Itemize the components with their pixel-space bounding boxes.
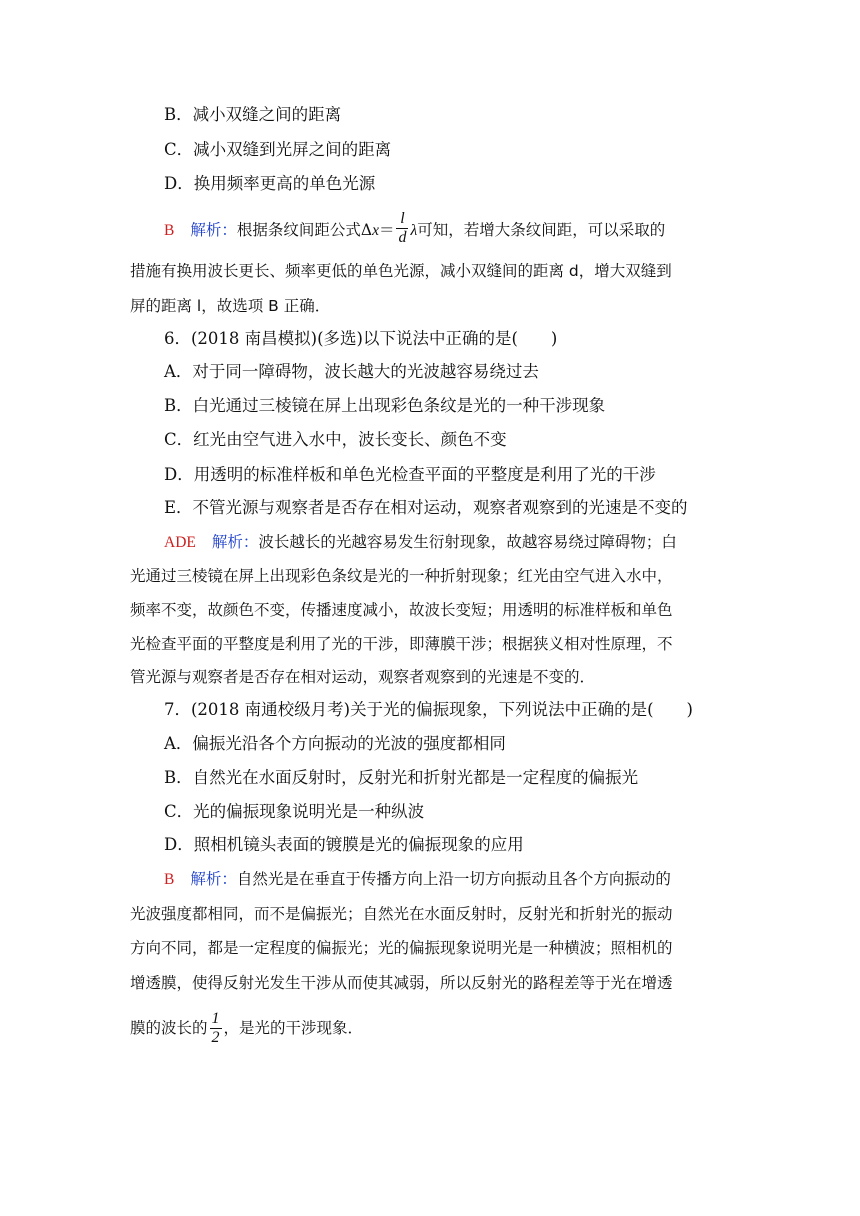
q6-option-c: C．红光由空气进入水中，波长变长、颜色不变: [164, 430, 507, 449]
q6-option-e: E．不管光源与观察者是否存在相对运动，观察者观察到的光速是不变的: [164, 498, 688, 517]
q5-explanation-line-1: [164, 212, 665, 249]
q5-explanation-text-cont: 可知，若增大条纹间距，可以采取的: [417, 221, 666, 239]
formula-delta: Δ: [360, 221, 373, 239]
q7-option-a: A．偏振光沿各个方向振动的光波的强度都相同: [164, 734, 506, 753]
q7-option-c: C．光的偏振现象说明光是一种纵波: [164, 802, 425, 821]
q7-explanation-line-2: 光波强度都相同，而不是偏振光；自然光在水面反射时，反射光和折射光的振动: [130, 905, 673, 923]
q5-answer-tag: B: [164, 222, 175, 239]
formula-fraction-l-over-d: [396, 210, 408, 247]
q7-explanation-text-a: 膜的波长的: [130, 1019, 208, 1037]
formula-lambda: λ: [410, 222, 418, 239]
fraction-numerator: 1: [211, 1010, 220, 1027]
q7-explanation-line-1: [164, 868, 671, 891]
q6-option-b: B．白光通过三棱镜在屏上出现彩色条纹是光的一种干涉现象: [164, 396, 606, 415]
q5-explanation-label: 解析：: [190, 221, 237, 239]
q6-answer-tag: ADE: [164, 534, 196, 551]
fraction-numerator: l: [396, 210, 408, 229]
q6-explanation-label: 解析：: [211, 533, 259, 551]
q5-option-c: C．减小双缝到光屏之间的距离: [164, 140, 392, 159]
q7-option-d: D．照相机镜头表面的镀膜是光的偏振现象的应用: [164, 835, 524, 854]
q5-option-d: D．换用频率更高的单色光源: [164, 174, 376, 193]
q7-option-b: B．自然光在水面反射时，反射光和折射光都是一定程度的偏振光: [164, 768, 639, 787]
q6-explanation-line-1: [164, 531, 677, 554]
q6-explanation-line-4: 光检查平面的平整度是利用了光的干涉，即薄膜干涉；根据狭义相对性原理，不: [130, 635, 673, 653]
q6-explanation-line-5: 管光源与观察者是否存在相对运动，观察者观察到的光速是不变的．: [130, 668, 596, 686]
q6-stem: 6．(2018 南昌模拟)(多选)以下说法中正确的是( ): [164, 329, 558, 348]
q6-option-d: D．用透明的标准样板和单色光检查平面的平整度是利用了光的干涉: [164, 465, 656, 484]
q7-explanation-line-3: 方向不同，都是一定程度的偏振光；光的偏振现象说明光是一种横波；照相机的: [130, 939, 673, 957]
q7-stem: 7．(2018 南通校级月考)关于光的偏振现象，下列说法中正确的是( ): [164, 700, 693, 719]
q6-explanation-line-2: 光通过三棱镜在屏上出现彩色条纹是光的一种折射现象；红光由空气进入水中，: [130, 567, 673, 585]
q7-answer-tag: B: [164, 871, 175, 888]
q7-explanation-line-5: [130, 1010, 363, 1047]
q6-explanation-line-3: 频率不变，故颜色不变，传播速度减小，故波长变短；用透明的标准样板和单色: [130, 601, 673, 619]
q6-option-a: A．对于同一障碍物，波长越大的光波越容易绕过去: [164, 362, 539, 381]
formula-fraction-one-half: [210, 1010, 222, 1047]
q7-explanation-label: 解析：: [190, 870, 237, 888]
q7-explanation-text-b: ，是光的干涉现象．: [223, 1019, 364, 1037]
q5-option-b: B．减小双缝之间的距离: [164, 105, 342, 124]
q5-explanation-text: 根据条纹间距公式: [236, 221, 361, 239]
q5-explanation-line-3: 屏的距离 l，故选项 B 正确．: [130, 297, 331, 315]
formula-equals: ＝: [378, 221, 395, 239]
q7-explanation-text: 自然光是在垂直于传播方向上沿一切方向振动且各个方向振动的: [236, 870, 671, 888]
fraction-denominator: d: [398, 229, 407, 246]
q7-explanation-line-4: 增透膜，使得反射光发生干涉从而使其减弱，所以反射光的路程差等于光在增透: [130, 974, 673, 992]
q6-explanation-text: 波长越长的光越容易发生衍射现象，故越容易绕过障碍物；白: [258, 533, 677, 551]
formula-x: x: [372, 222, 379, 239]
fraction-denominator: 2: [211, 1029, 220, 1046]
q5-explanation-line-2: 措施有换用波长更长、频率更低的单色光源，减小双缝间的距离 d，增大双缝到: [130, 262, 672, 280]
